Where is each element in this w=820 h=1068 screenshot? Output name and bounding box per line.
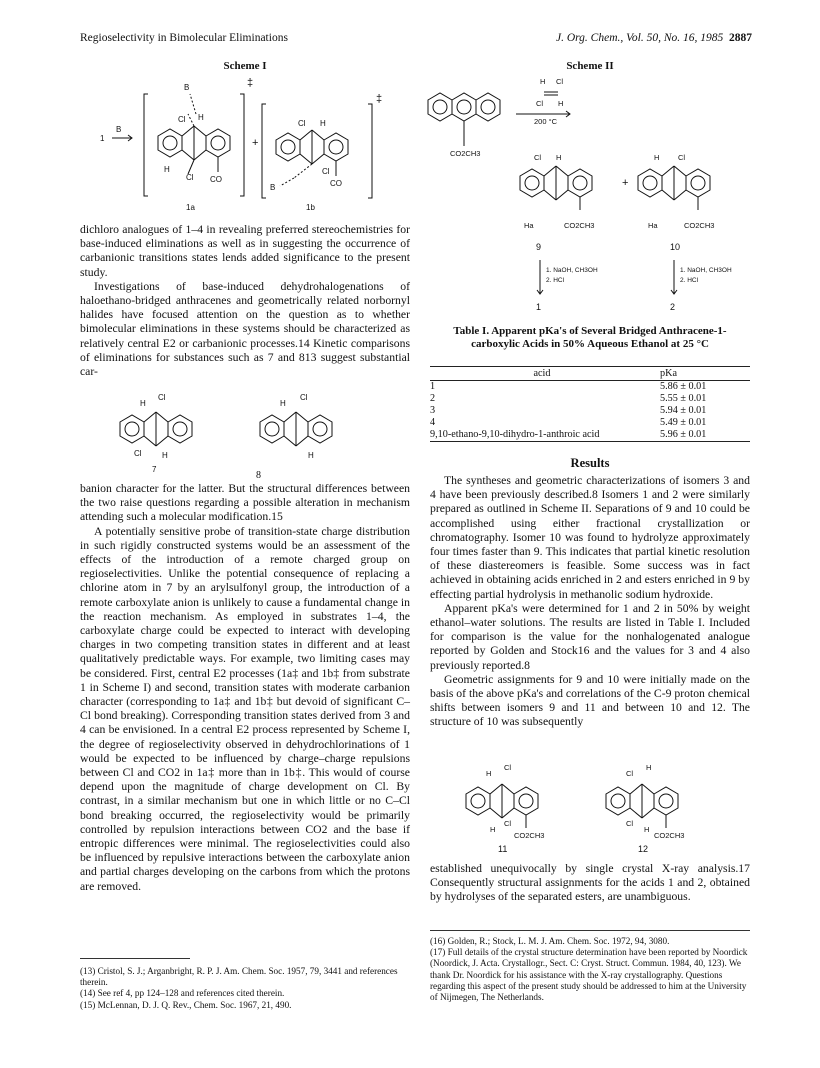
scheme-2-drawing — [420, 74, 760, 320]
table-cell-pka: 5.49 ± 0.01 — [660, 417, 707, 428]
paragraph: The syntheses and geometric characterizations of isomers 3 and 4 have been previously described.8 Isomers 1 and 2 were similarly prepared as outlined in Scheme II. Separations of 9 and 10 could be accomplished using either fractional crystallization or chromatography. Isomer 10 was found to hydrolyze approximately four times faster than 9. This indicates that partial kinetic resolution of these diastereomers is feasible. Some success was in fact achieved in obtaining acids enriched in 2 and esters enriched in 9 by effecting partial hydrolysis in methanolic sodium hydroxide. — [430, 474, 750, 601]
table-header-acid: acid — [430, 367, 654, 381]
scheme-1-h-label: H — [198, 113, 204, 122]
paragraph: Investigations of base-induced dehydrohalogenations of haloethano-bridged anthracenes and geometrically related norbornyl halides have focused attention on the question as to whether bimolecular eliminations in these systems should be characterized as relatively central E2 or carbanionic processes.14 Kinetic comparisons of eliminations for substances such as 7 and 813 suggest substantial car- — [80, 279, 410, 379]
struct-11-cl: Cl — [504, 763, 512, 772]
scheme-1-dagger-a: ‡ — [247, 77, 254, 89]
table-cell-pka: 5.55 ± 0.01 — [660, 393, 707, 404]
struct-7-cl: Cl — [158, 393, 166, 402]
scheme-1-title: Scheme I — [223, 60, 267, 72]
footnote-13: (13) Cristol, S. J.; Arganbright, R. P. J. Am. Chem. Soc. 1957, 79, 3441 and references therein. — [80, 966, 398, 988]
scheme-1-ts-a-label: 1a — [186, 203, 195, 212]
struct-7-number: 7 — [152, 465, 157, 474]
table-row — [430, 429, 750, 442]
struct-11-ester: CO2CH3 — [514, 831, 545, 840]
footnote-15: (15) McLennan, D. J. Q. Rev., Chem. Soc. 1967, 21, 490. — [80, 999, 292, 1010]
struct-11-cl-2: Cl — [504, 819, 512, 828]
left-column-body — [80, 482, 410, 894]
scheme-2-number-10: 10 — [670, 242, 681, 252]
structures-7-8-drawing — [110, 386, 370, 474]
structure-8-label: 8 — [256, 470, 261, 481]
table-1-title: Table I. Apparent pKa's of Several Bridged Anthracene-1-carboxylic Acids in 50% Aqueous Ethanol at 25 °C — [453, 325, 727, 350]
scheme-2-h-3: H — [556, 153, 562, 162]
scheme-2-condition: 200 °C — [534, 117, 558, 126]
running-header-title: Regioselectivity in Bimolecular Eliminations — [80, 32, 288, 44]
footnote-17: (17) Full details of the crystal structure determination have been reported by Noordick (Noordick, J. Acta. Crystallogr., Sect. C: Cryst. Struct. Commun. 1984, 40, 123). We thank Dr. Noordick for his assistance with the X-ray crystallography. Questions regarding this aspect of the present study should be addressed to him at the University of Nijmegen, The Netherlands. — [430, 947, 748, 1003]
paragraph: established unequivocally by single crystal X-ray analysis.17 Consequently structural assignments for the acids 1 and 2, obtained by hydrolyses of the separated esters, are unambiguous. — [430, 862, 750, 904]
scheme-1-dagger-b: ‡ — [376, 93, 383, 105]
scheme-1-co2-label-2: CO — [330, 179, 342, 188]
scheme-1-base-label-ts-b: B — [270, 183, 276, 192]
struct-12-h: H — [646, 763, 652, 772]
scheme-2-number-9: 9 — [536, 242, 542, 252]
right-column-closing — [430, 862, 750, 905]
right-footnotes — [430, 936, 750, 1003]
left-footnotes — [80, 966, 410, 1011]
paragraph: A potentially sensitive probe of transition-state charge distribution in such rigidly constructed systems would be an assessment of the effects of the introduction of a remote charged group on regioselectivities. Unlike the potential consequence of replacing a chlorine atom in 7 by an arylsulfonyl group, the introduction of a remote carboxylate anion is unlikely to cause a fundamental change in the reaction mechanism. As employed in substrates 1–4, the carboxylate charge could be expected to interact with developing charges in two competing transition states in different and at least qualitatively predictable ways. For example, two limiting cases may be considered. First, central E2 processes (1a‡ and 1b‡ from substrate 1 in Scheme I) and second, transition states with moderate carbanion character (corresponding to 1a‡ and 1b‡ but devoid of significant C–Cl bond breaking). Corresponding transition states derived from 3 and 4 can be envisioned. In a central E2 process represented by Scheme I, the degree of regioselectivity observed in dehydrochlorinations of 1 would be expected to be influenced by charge–charge repulsions between Cl and CO2 in 1a‡ more than in 1b‡. This would of course depend upon the magnitude of charge development on Cl. By contrast, in a similar mechanism but one in which little or no C–Cl bond breaking occurred, the regioselectivity would be primarily controlled by repulsion interactions between CO2 and the base if entropic differences were minimal. The regioselectivities could also be influenced by repulsive interactions between the carboxylate anion and partial charges developing on the carbons from which the protons are removed. — [80, 524, 410, 893]
scheme-2-ester-9: CO2CH3 — [564, 221, 595, 230]
scheme-2-reagent-a2: 2. HCl — [546, 277, 565, 284]
struct-7-h: H — [140, 399, 146, 408]
scheme-2-number-2: 2 — [670, 302, 676, 312]
journal-citation: J. Org. Chem., Vol. 50, No. 16, 1985 — [555, 32, 724, 44]
scheme-2-cl-4: Cl — [678, 153, 686, 162]
table-header-pka: pKa — [654, 367, 750, 381]
table-cell-pka: 5.86 ± 0.01 — [660, 381, 707, 392]
scheme-1-plus: + — [252, 137, 259, 149]
scheme-1-cl-label: Cl — [178, 115, 186, 124]
scheme-1-start-label: 1 — [100, 134, 105, 143]
scheme-1-h-label-3: H — [320, 119, 326, 128]
struct-7-cl-2: Cl — [134, 449, 142, 458]
table-row — [430, 417, 750, 429]
table-cell-acid: 3 — [430, 405, 436, 416]
paragraph: dichloro analogues of 1–4 in revealing preferred stereochemistries for base-induced eliminations as well as in suggesting the occurrence of carbanionic transitions states lends added significance to the present study. — [80, 223, 410, 279]
footnote-rule — [80, 958, 190, 959]
table-header-row — [430, 367, 750, 381]
left-column-top — [80, 223, 410, 379]
scheme-2-cl-2: Cl — [536, 99, 544, 108]
scheme-1-base-label: B — [116, 125, 122, 134]
struct-11-number: 11 — [498, 844, 508, 854]
scheme-2-ester-10: CO2CH3 — [684, 221, 715, 230]
struct-8-cl: Cl — [300, 393, 308, 402]
footnote-16: (16) Golden, R.; Stock, L. M. J. Am. Chem. Soc. 1972, 94, 3080. — [430, 936, 670, 946]
scheme-1-cl-label-3: Cl — [298, 119, 306, 128]
struct-8-h-2: H — [308, 451, 314, 460]
table-cell-pka: 5.94 ± 0.01 — [660, 405, 707, 416]
scheme-1-base-label-ts-a: B — [184, 83, 190, 92]
scheme-1-co2-label: CO — [210, 175, 222, 184]
table-cell-acid: 9,10-ethano-9,10-dihydro-1-anthroic acid — [430, 429, 654, 442]
paragraph: banion character for the latter. But the structural differences between the two raise questions regarding a possible alteration in mechanism attending such a molecular modification.15 — [80, 482, 410, 524]
scheme-1-cl-label-4: Cl — [322, 167, 330, 176]
table-cell-acid: 4 — [430, 417, 436, 428]
scheme-2-reagent-b2: 2. HCl — [680, 277, 699, 284]
table-cell-pka: 5.96 ± 0.01 — [654, 429, 750, 442]
scheme-2-ha-10: Ha — [648, 221, 658, 230]
running-header-citation — [556, 32, 752, 44]
struct-12-cl-2: Cl — [626, 819, 634, 828]
scheme-1-cl-label-2: Cl — [186, 173, 194, 182]
paragraph: Geometric assignments for 9 and 10 were initially made on the basis of the above pKa's and correlations of the C-9 proton chemical shifts between isomers 9 and 11 and between 10 and 12. The structure of 10 was subsequently — [430, 672, 750, 729]
scheme-2-number-1: 1 — [536, 302, 542, 312]
scheme-1-ts-b-label: 1b — [306, 203, 315, 212]
table-row — [430, 393, 750, 405]
scheme-2-plus: + — [622, 177, 629, 189]
scheme-2-title: Scheme II — [566, 60, 614, 72]
scheme-2-cl-3: Cl — [534, 153, 542, 162]
struct-11-h-2: H — [490, 825, 496, 834]
results-heading: Results — [570, 456, 610, 470]
struct-7-h-2: H — [162, 451, 168, 460]
scheme-2-reagent-b1: 1. NaOH, CH3OH — [680, 267, 732, 274]
struct-11-h: H — [486, 769, 492, 778]
table-row — [430, 381, 750, 394]
structures-11-12-drawing — [456, 760, 736, 856]
page-number: 2887 — [729, 32, 752, 44]
table-row — [430, 405, 750, 417]
scheme-2-h: H — [540, 77, 546, 86]
scheme-2-ha-9: Ha — [524, 221, 534, 230]
scheme-2-h-2: H — [558, 99, 564, 108]
struct-12-number: 12 — [638, 844, 649, 854]
scheme-1-h-label-2: H — [164, 165, 170, 174]
right-column-body — [430, 474, 750, 730]
paragraph: Apparent pKa's were determined for 1 and 2 in 50% by weight ethanol–water solutions. The results are listed in Table I. Included for comparison is the value for the nonhalogenated analogue reported by Golden and Stock16 and the values for 3 and 4 also previously reported.8 — [430, 601, 750, 672]
struct-12-h-2: H — [644, 825, 650, 834]
pka-table — [430, 366, 750, 442]
scheme-2-cl: Cl — [556, 77, 564, 86]
scheme-2-reagent-a1: 1. NaOH, CH3OH — [546, 267, 598, 274]
scheme-2-h-4: H — [654, 153, 660, 162]
table-cell-acid: 2 — [430, 393, 436, 404]
footnote-14: (14) See ref 4, pp 124–128 and references cited therein. — [80, 988, 285, 999]
struct-12-ester: CO2CH3 — [654, 831, 685, 840]
table-cell-acid: 1 — [430, 381, 436, 392]
table-1 — [430, 366, 750, 442]
scheme-1-drawing — [80, 74, 410, 214]
struct-8-h: H — [280, 399, 286, 408]
footnote-rule-right — [430, 930, 750, 931]
scheme-2-ester-label: CO2CH3 — [450, 149, 481, 158]
struct-12-cl: Cl — [626, 769, 634, 778]
